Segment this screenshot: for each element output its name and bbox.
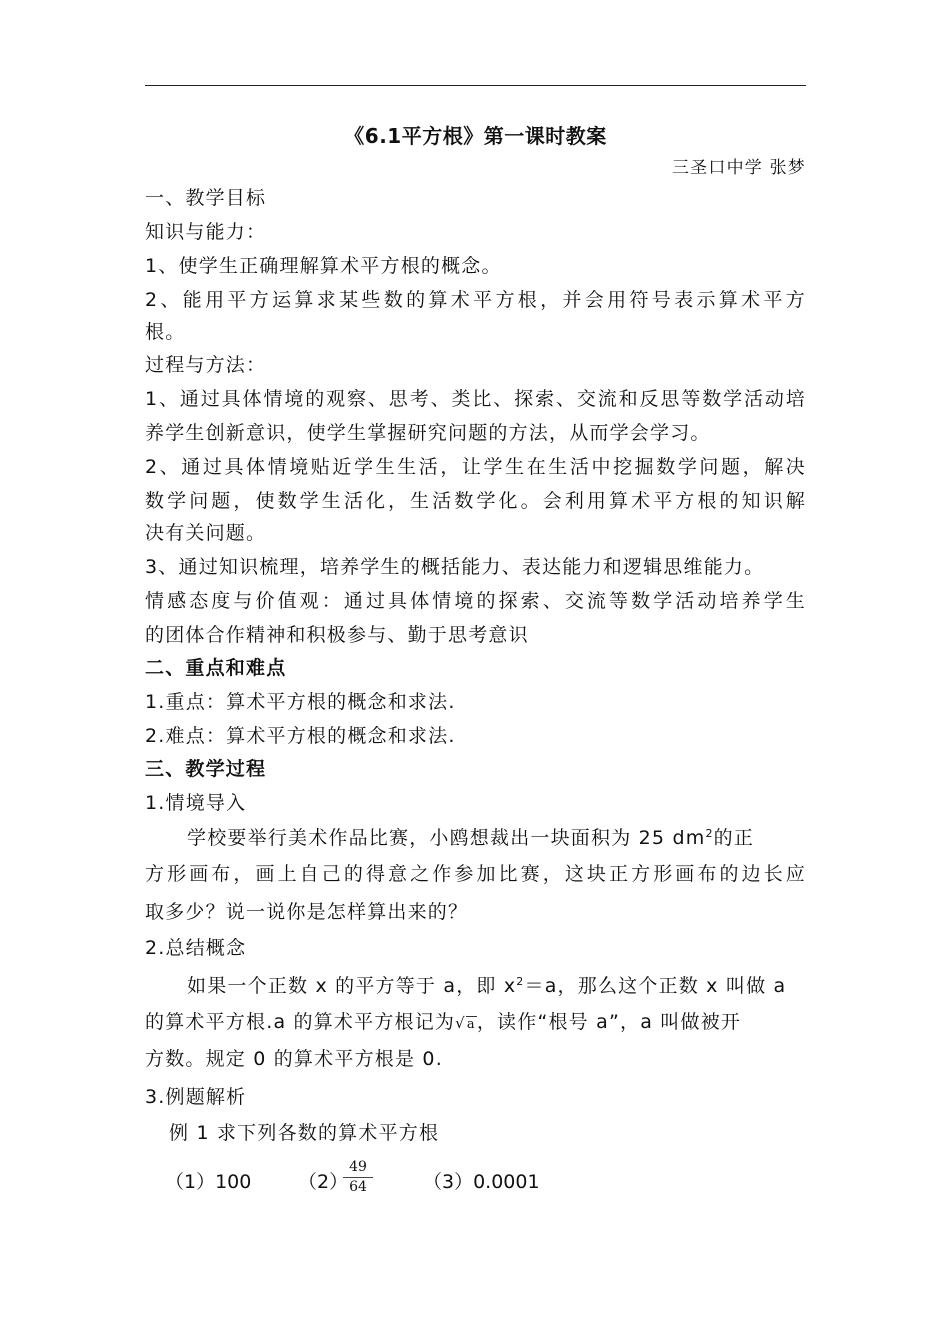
example-item-1: （1）100: [165, 1171, 252, 1193]
intro-line-2: 方形画布，画上自己的得意之作参加比赛，这块正方形画布的边长应: [145, 863, 806, 885]
section-heading-key-points: 二、重点和难点: [145, 657, 287, 679]
step-heading-examples: 3.例题解析: [145, 1086, 247, 1108]
process-item-2-line-3: 决有关问题。: [145, 522, 267, 544]
author-line: 三圣口中学 张梦: [671, 158, 806, 178]
header-rule: [145, 85, 806, 86]
subheading-knowledge: 知识与能力：: [145, 221, 267, 243]
step-heading-intro: 1.情境导入: [145, 792, 247, 814]
example-item-2-fraction: [343, 1159, 373, 1196]
document-title: 《6.1平方根》第一课时教案: [344, 124, 607, 148]
fraction-numerator: 49: [349, 1159, 367, 1175]
process-item-3: 3、通过知识梳理，培养学生的概括能力、表达能力和逻辑思维能力。: [145, 556, 765, 578]
fraction-denominator: 64: [349, 1179, 367, 1195]
section-heading-process: 三、教学过程: [145, 758, 267, 780]
emotion-line-2: 的团体合作精神和积极参与、勤于思考意识: [145, 624, 529, 646]
fraction-bar: [343, 1177, 373, 1178]
concept-line-3: 方数。规定 0 的算术平方根是 0.: [145, 1048, 443, 1070]
step-heading-concept: 2.总结概念: [145, 937, 247, 959]
knowledge-item-2-line-2: 根。: [145, 321, 186, 343]
example-intro: 例 1 求下列各数的算术平方根: [169, 1122, 440, 1144]
sqrt-a-formula: √a: [455, 1014, 476, 1032]
process-item-2-line-2: 数学问题，使数学生活化，生活数学化。会利用算术平方根的知识解: [145, 490, 806, 512]
key-point: 1.重点：算术平方根的概念和求法.: [145, 691, 456, 713]
concept-line-1: 如果一个正数 x 的平方等于 a，即 $x^2=a$，那么这个正数 x 叫做 a: [187, 975, 787, 997]
intro-line-3: 取多少？说一说你是怎样算出来的？: [145, 901, 469, 923]
process-item-1-line-2: 养学生创新意识，使学生掌握研究问题的方法，从而学会学习。: [145, 422, 711, 444]
knowledge-item-1: 1、使学生正确理解算术平方根的概念。: [145, 255, 502, 277]
difficult-point: 2.难点：算术平方根的概念和求法.: [145, 725, 456, 747]
process-item-2-line-1: 2、通过具体情境贴近学生生活，让学生在生活中挖掘数学问题，解决: [145, 456, 806, 478]
knowledge-item-2-line-1: 2、能用平方运算求某些数的算术平方根，并会用符号表示算术平方: [145, 289, 806, 311]
example-item-2-label: （2）: [298, 1171, 349, 1193]
emotion-line-1: 情感态度与价值观：通过具体情境的探索、交流等数学活动培养学生: [145, 590, 806, 612]
subheading-process: 过程与方法：: [145, 354, 267, 376]
section-heading-objectives: 一、教学目标: [145, 187, 267, 209]
concept-line-2: 的算术平方根.a 的算术平方根记为√a，读作“根号 a”，a 叫做被开: [145, 1010, 806, 1037]
process-item-1-line-1: 1、通过具体情境的观察、思考、类比、探索、交流和反思等数学活动培: [145, 388, 806, 410]
example-item-3: （3）0.0001: [423, 1171, 540, 1193]
intro-line-1: 学校要举行美术作品比赛，小鸥想裁出一块面积为 25 $dm^2$的正: [187, 827, 755, 849]
